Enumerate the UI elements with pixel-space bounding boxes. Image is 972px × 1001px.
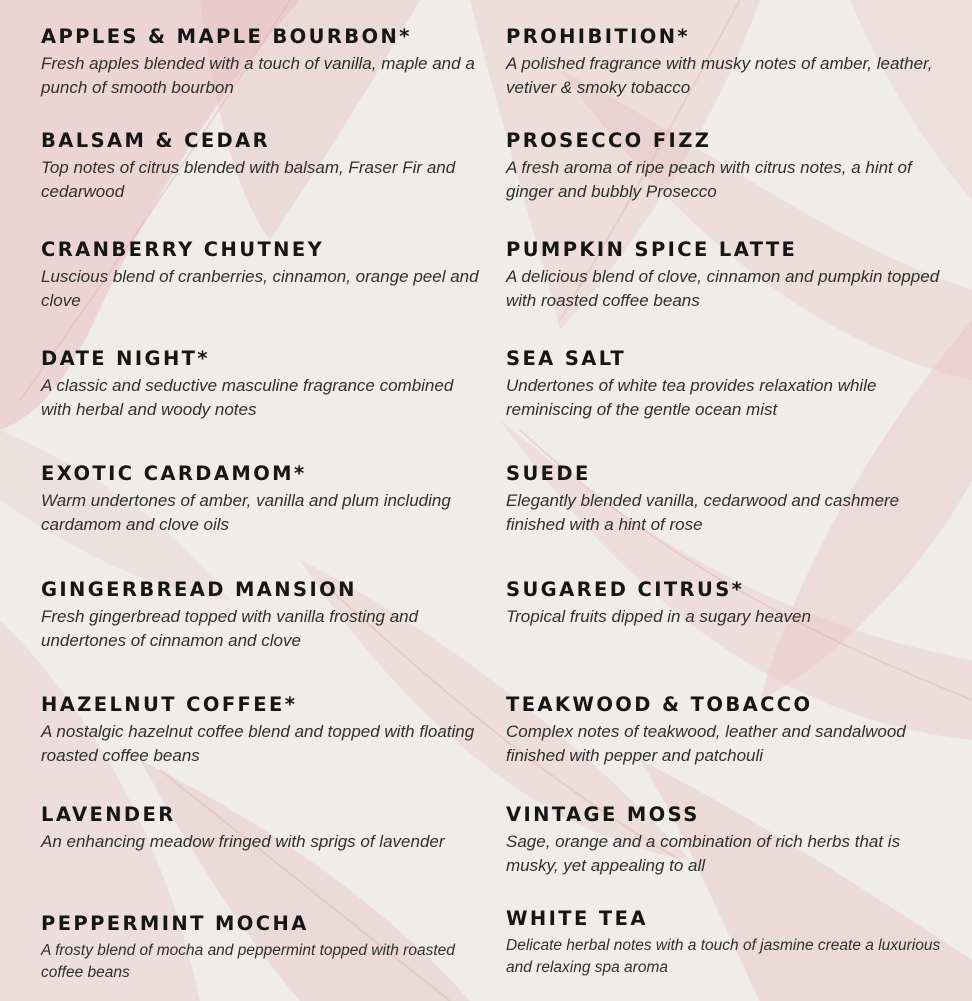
scent-name: SUEDE [506,462,591,485]
scent-entry [41,462,481,537]
scent-description: Fresh apples blended with a touch of vanilla, maple and a punch of smooth bourbon [41,54,475,97]
scent-name: PUMPKIN SPICE LATTE [506,238,798,261]
scent-description: Tropical fruits dipped in a sugary heaven [506,607,811,626]
scent-description: Fresh gingerbread topped with vanilla frosting and undertones of cinnamon and clove [41,607,419,650]
scent-description: Complex notes of teakwood, leather and sandalwood finished with pepper and patchouli [506,722,906,765]
scent-entry [41,912,481,984]
scent-entry [41,578,481,653]
scent-description: An enhancing meadow fringed with sprigs of lavender [41,832,445,851]
scent-entry [506,803,946,878]
scent-entry [41,693,481,768]
scent-name: PROSECCO FIZZ [506,129,712,152]
scent-name: PROHIBITION* [506,25,691,48]
scent-entry [506,907,946,979]
scent-description: Luscious blend of cranberries, cinnamon, orange peel and clove [41,267,479,310]
scent-entry [41,238,481,313]
scent-name: TEAKWOOD & TOBACCO [506,693,813,716]
scent-name: CRANBERRY CHUTNEY [41,238,325,261]
scent-name: HAZELNUT COFFEE* [41,693,298,716]
scent-name: EXOTIC CARDAMOM* [41,462,307,485]
scent-description: Undertones of white tea provides relaxation while reminiscing of the gentle ocean mist [506,376,877,419]
scent-entry [506,129,946,204]
scent-description: Sage, orange and a combination of rich herbs that is musky, yet appealing to all [506,832,901,875]
scent-entry [506,25,946,100]
scent-entry [41,347,481,422]
scent-description: A frosty blend of mocha and peppermint topped with roasted coffee beans [41,942,455,981]
scent-description: Delicate herbal notes with a touch of jasmine create a luxurious and relaxing spa aroma [506,937,941,976]
scent-entry [41,803,481,854]
scent-name: WHITE TEA [506,907,648,930]
scent-entry [506,578,946,629]
scent-name: VINTAGE MOSS [506,803,700,826]
scent-name: LAVENDER [41,803,176,826]
scent-description: A fresh aroma of ripe peach with citrus notes, a hint of ginger and bubbly Prosecco [506,158,912,201]
scent-entry [506,693,946,768]
scent-description: A nostalgic hazelnut coffee blend and topped with floating roasted coffee beans [41,722,475,765]
scent-description: Warm undertones of amber, vanilla and plum including cardamom and clove oils [41,491,451,534]
scent-name: APPLES & MAPLE BOURBON* [41,25,412,48]
scent-name: SUGARED CITRUS* [506,578,745,601]
scent-entry [41,129,481,204]
scent-name: SEA SALT [506,347,627,370]
scent-name: DATE NIGHT* [41,347,210,370]
scent-name: BALSAM & CEDAR [41,129,271,152]
scent-name: GINGERBREAD MANSION [41,578,357,601]
scent-name: PEPPERMINT MOCHA [41,912,309,935]
scent-description: Elegantly blended vanilla, cedarwood and cashmere finished with a hint of rose [506,491,900,534]
scent-entry [506,238,946,313]
scent-entry [41,25,481,100]
scent-entry [506,462,946,537]
scent-description: A polished fragrance with musky notes of amber, leather, vetiver & smoky tobacco [506,54,933,97]
scent-description: A classic and seductive masculine fragrance combined with herbal and woody notes [41,376,454,419]
scent-description: Top notes of citrus blended with balsam, Fraser Fir and cedarwood [41,158,456,201]
scent-entry [506,347,946,422]
scent-description: A delicious blend of clove, cinnamon and pumpkin topped with roasted coffee beans [506,267,940,310]
